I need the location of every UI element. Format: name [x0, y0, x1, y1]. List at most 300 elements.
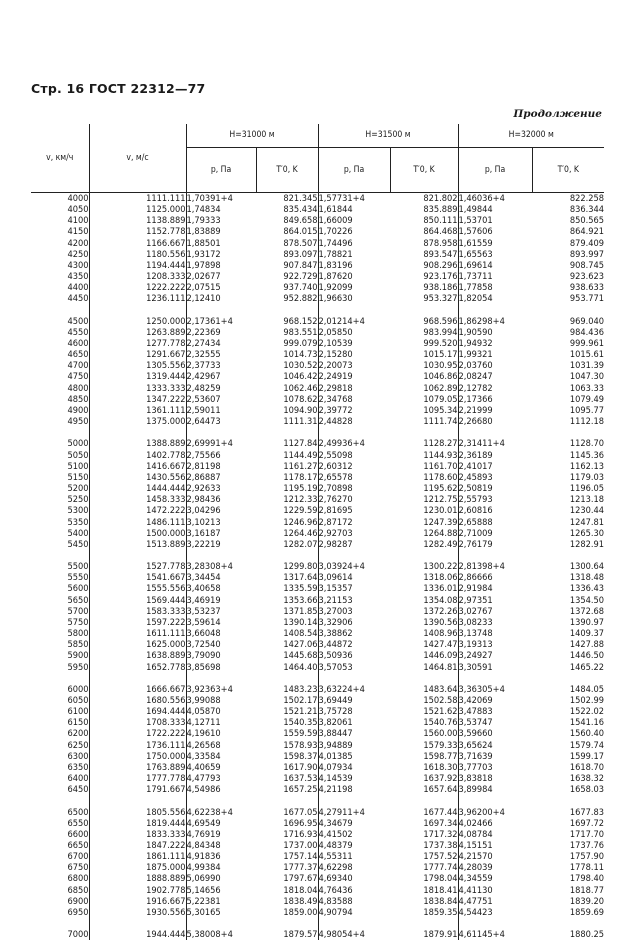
table-cell: 1458.333: [89, 494, 186, 505]
table-cell: 1777.778: [89, 773, 186, 784]
table-cell: 1500.000: [89, 528, 186, 539]
table-cell: 1152.778: [89, 226, 186, 237]
table-cell: 1178.60: [390, 472, 458, 483]
table-cell: 1819.444: [89, 818, 186, 829]
continuation-label: Продолжение: [513, 108, 602, 120]
table-cell: 2,69991+4: [186, 438, 256, 449]
table-cell: 1390.14: [256, 617, 318, 628]
atmosphere-table: [31, 124, 604, 940]
table-cell: 2,86887: [186, 472, 256, 483]
table-cell: 1805.556: [89, 807, 186, 818]
table-cell: 6600: [31, 829, 89, 840]
table-cell: 5200: [31, 483, 89, 494]
table-row: [31, 784, 604, 795]
table-cell: 2,70898: [318, 483, 390, 494]
table-cell: 4,69340: [318, 873, 390, 884]
table-row: [31, 271, 604, 282]
table-cell: 1,86298+4: [458, 316, 532, 327]
table-cell: 1521.62: [390, 706, 458, 717]
table-cell: 1,69614: [458, 260, 532, 271]
table-cell: 1559.59: [256, 728, 318, 739]
table-cell: 3,57053: [318, 662, 390, 673]
table-cell: 1094.90: [256, 405, 318, 416]
table-cell: 5800: [31, 628, 89, 639]
table-cell: 1194.444: [89, 260, 186, 271]
table-cell: 938.633: [532, 282, 604, 293]
table-cell: 1388.889: [89, 438, 186, 449]
table-cell: 2,45893: [458, 472, 532, 483]
table-cell: 1,74834: [186, 204, 256, 215]
table-cell: 1717.70: [532, 829, 604, 840]
table-cell: 1465.22: [532, 662, 604, 673]
table-cell: 4750: [31, 371, 89, 382]
table-cell: 1015.61: [532, 349, 604, 360]
table-cell: 1618.70: [532, 762, 604, 773]
table-cell: 1464.40: [256, 662, 318, 673]
table-cell: 1,97898: [186, 260, 256, 271]
table-row: [31, 282, 604, 293]
table-cell: 1618.30: [390, 762, 458, 773]
table-cell: 4,33584: [186, 751, 256, 762]
table-cell: 1737.76: [532, 840, 604, 851]
table-cell: 1879.91: [390, 929, 458, 940]
table-cell: 2,50819: [458, 483, 532, 494]
table-cell: 2,24919: [318, 371, 390, 382]
table-cell: 3,13748: [458, 628, 532, 639]
table-cell: 1371.85: [256, 606, 318, 617]
table-row: [31, 873, 604, 884]
table-cell: 1015.17: [390, 349, 458, 360]
table-cell: 908.296: [390, 260, 458, 271]
table-cell: 1,61559: [458, 238, 532, 249]
table-cell: 3,42069: [458, 695, 532, 706]
table-cell: 1,92099: [318, 282, 390, 293]
table-cell: 2,29818: [318, 383, 390, 394]
table-cell: 6500: [31, 807, 89, 818]
table-cell: 2,64473: [186, 416, 256, 427]
table-cell: 1541.16: [532, 717, 604, 728]
table-cell: 3,72540: [186, 639, 256, 650]
table-cell: 1502.99: [532, 695, 604, 706]
table-cell: 1079.49: [532, 394, 604, 405]
col-header-t-2: T′0, K: [390, 148, 458, 193]
table-cell: 3,34454: [186, 572, 256, 583]
table-cell: 1483.23: [256, 684, 318, 695]
table-cell: 4,19610: [186, 728, 256, 739]
table-cell: 893.547: [390, 249, 458, 260]
table-cell: 1,77858: [458, 282, 532, 293]
table-cell: 1213.18: [532, 494, 604, 505]
table-cell: 1291.667: [89, 349, 186, 360]
table-cell: 2,81695: [318, 505, 390, 516]
table-cell: 1247.81: [532, 517, 604, 528]
table-cell: 878.507: [256, 238, 318, 249]
table-cell: 1652.778: [89, 662, 186, 673]
table-cell: 1031.39: [532, 360, 604, 371]
table-cell: 893.997: [532, 249, 604, 260]
table-cell: 5250: [31, 494, 89, 505]
table-cell: 2,97351: [458, 595, 532, 606]
table-cell: 835.889: [390, 204, 458, 215]
table-cell: 2,55793: [458, 494, 532, 505]
table-cell: 1598.77: [390, 751, 458, 762]
table-cell: 3,82061: [318, 717, 390, 728]
table-cell: 4,47751: [458, 896, 532, 907]
table-cell: 1246.96: [256, 517, 318, 528]
table-cell: 878.958: [390, 238, 458, 249]
table-cell: 1697.72: [532, 818, 604, 829]
table-cell: 2,76270: [318, 494, 390, 505]
table-cell: 1375.000: [89, 416, 186, 427]
table-row: [31, 740, 604, 751]
table-cell: 6800: [31, 873, 89, 884]
table-cell: 2,76179: [458, 539, 532, 550]
table-cell: 2,26680: [458, 416, 532, 427]
table-cell: 4,21570: [458, 851, 532, 862]
table-cell: 5,38008+4: [186, 929, 256, 940]
table-cell: 2,60312: [318, 461, 390, 472]
table-cell: 3,99088: [186, 695, 256, 706]
group-spacer: [31, 305, 604, 316]
table-row: [31, 472, 604, 483]
table-cell: 5750: [31, 617, 89, 628]
table-cell: 1902.778: [89, 885, 186, 896]
table-cell: 1598.37: [256, 751, 318, 762]
table-cell: 1247.39: [390, 517, 458, 528]
table-cell: 1502.58: [390, 695, 458, 706]
table-cell: 4350: [31, 271, 89, 282]
table-cell: 5,22381: [186, 896, 256, 907]
table-cell: 1166.667: [89, 238, 186, 249]
table-cell: 1265.30: [532, 528, 604, 539]
table-cell: 1078.62: [256, 394, 318, 405]
table-cell: 1125.000: [89, 204, 186, 215]
table-cell: 4,05870: [186, 706, 256, 717]
table-cell: 1161.70: [390, 461, 458, 472]
table-cell: 1111.111: [89, 193, 186, 205]
table-cell: 4,90794: [318, 907, 390, 918]
table-cell: 5600: [31, 583, 89, 594]
table-row: [31, 773, 604, 784]
table-row: [31, 717, 604, 728]
table-cell: 968.152: [256, 316, 318, 327]
table-cell: 3,59614: [186, 617, 256, 628]
table-cell: 3,28308+4: [186, 561, 256, 572]
table-cell: 3,21153: [318, 595, 390, 606]
table-cell: 923.623: [532, 271, 604, 282]
table-cell: 2,87172: [318, 517, 390, 528]
table-cell: 1,79333: [186, 215, 256, 226]
table-cell: 1527.778: [89, 561, 186, 572]
table-cell: 4,62298: [318, 862, 390, 873]
table-cell: 3,47883: [458, 706, 532, 717]
table-row: [31, 517, 604, 528]
table-cell: 3,44872: [318, 639, 390, 650]
table-cell: 4,15151: [458, 840, 532, 851]
table-cell: 1317.64: [256, 572, 318, 583]
table-cell: 5500: [31, 561, 89, 572]
table-row: [31, 316, 604, 327]
table-cell: 1408.54: [256, 628, 318, 639]
table-row: [31, 572, 604, 583]
table-cell: 6750: [31, 862, 89, 873]
table-cell: 2,41017: [458, 461, 532, 472]
table-cell: 5450: [31, 539, 89, 550]
table-cell: 2,31411+4: [458, 438, 532, 449]
table-cell: 2,27434: [186, 338, 256, 349]
table-cell: 1750.000: [89, 751, 186, 762]
group-spacer: [31, 795, 604, 806]
table-cell: 2,42967: [186, 371, 256, 382]
table-cell: 3,24927: [458, 650, 532, 661]
table-row: [31, 561, 604, 572]
table-cell: 3,04296: [186, 505, 256, 516]
table-cell: 6950: [31, 907, 89, 918]
table-cell: 893.097: [256, 249, 318, 260]
table-cell: 1,99321: [458, 349, 532, 360]
table-cell: 6900: [31, 896, 89, 907]
table-cell: 3,02767: [458, 606, 532, 617]
table-cell: 1916.667: [89, 896, 186, 907]
table-cell: 1486.111: [89, 517, 186, 528]
table-cell: 1,46036+4: [458, 193, 532, 205]
table-row: [31, 885, 604, 896]
table-row: [31, 505, 604, 516]
table-cell: 6300: [31, 751, 89, 762]
table-cell: 5,14656: [186, 885, 256, 896]
table-cell: 1318.48: [532, 572, 604, 583]
col-header-t-1: T′0, K: [256, 148, 318, 193]
table-cell: 5400: [31, 528, 89, 539]
table-cell: 2,20073: [318, 360, 390, 371]
table-cell: 2,22369: [186, 327, 256, 338]
table-cell: 4100: [31, 215, 89, 226]
table-cell: 1,57731+4: [318, 193, 390, 205]
table-cell: 2,17361+4: [186, 316, 256, 327]
table-cell: 1,73711: [458, 271, 532, 282]
table-cell: 1347.222: [89, 394, 186, 405]
table-row: [31, 807, 604, 818]
table-cell: 1569.444: [89, 595, 186, 606]
table-cell: 1333.333: [89, 383, 186, 394]
table-cell: 1472.222: [89, 505, 186, 516]
table-cell: 1736.111: [89, 740, 186, 751]
table-cell: 3,08233: [458, 617, 532, 628]
table-cell: 6350: [31, 762, 89, 773]
table-cell: 2,48259: [186, 383, 256, 394]
table-cell: 2,39772: [318, 405, 390, 416]
table-cell: 1778.11: [532, 862, 604, 873]
table-cell: 4,07934: [318, 762, 390, 773]
table-cell: 4450: [31, 293, 89, 304]
table-row: [31, 617, 604, 628]
table-row: [31, 583, 604, 594]
table-cell: 969.040: [532, 316, 604, 327]
col-header-p-1: p, Па: [186, 148, 256, 193]
table-cell: 1677.44: [390, 807, 458, 818]
table-cell: 1798.40: [532, 873, 604, 884]
table-cell: 1264.46: [256, 528, 318, 539]
table-cell: 4,62238+4: [186, 807, 256, 818]
table-cell: 1818.77: [532, 885, 604, 896]
table-cell: 1,65563: [458, 249, 532, 260]
table-cell: 4,54986: [186, 784, 256, 795]
table-cell: 1708.333: [89, 717, 186, 728]
group-spacer: [31, 427, 604, 438]
table-cell: 953.771: [532, 293, 604, 304]
table-cell: 953.327: [390, 293, 458, 304]
table-cell: 4300: [31, 260, 89, 271]
table-cell: 1777.74: [390, 862, 458, 873]
table-cell: 2,12410: [186, 293, 256, 304]
table-cell: 983.551: [256, 327, 318, 338]
table-row: [31, 483, 604, 494]
table-cell: 2,86666: [458, 572, 532, 583]
table-cell: 3,53747: [458, 717, 532, 728]
table-cell: 1697.34: [390, 818, 458, 829]
table-cell: 1046.86: [390, 371, 458, 382]
table-cell: 1797.67: [256, 873, 318, 884]
table-cell: 1599.17: [532, 751, 604, 762]
table-cell: 2,44828: [318, 416, 390, 427]
table-cell: 1299.80: [256, 561, 318, 572]
table-cell: 1880.25: [532, 929, 604, 940]
table-cell: 1,83889: [186, 226, 256, 237]
table-cell: 3,50936: [318, 650, 390, 661]
col-header-v-kmh: v, км/ч: [31, 124, 89, 193]
col-header-v-ms: v, м/с: [89, 124, 186, 193]
table-row: [31, 349, 604, 360]
table-cell: 3,15357: [318, 583, 390, 594]
table-cell: 5650: [31, 595, 89, 606]
table-cell: 6050: [31, 695, 89, 706]
table-cell: 1361.111: [89, 405, 186, 416]
table-cell: 1677.83: [532, 807, 604, 818]
table-cell: 1579.74: [532, 740, 604, 751]
table-cell: 1402.778: [89, 450, 186, 461]
table-cell: 6400: [31, 773, 89, 784]
table-cell: 1658.03: [532, 784, 604, 795]
col-header-h2: H=31500 м: [318, 124, 458, 148]
table-cell: 1014.73: [256, 349, 318, 360]
table-row: [31, 695, 604, 706]
table-cell: 2,71009: [458, 528, 532, 539]
table-row: [31, 595, 604, 606]
table-row: [31, 818, 604, 829]
table-cell: 4500: [31, 316, 89, 327]
table-cell: 2,34768: [318, 394, 390, 405]
table-cell: 1464.81: [390, 662, 458, 673]
table-cell: 1818.41: [390, 885, 458, 896]
table-cell: 1212.75: [390, 494, 458, 505]
table-cell: 2,91984: [458, 583, 532, 594]
table-cell: 6550: [31, 818, 89, 829]
table-cell: 4800: [31, 383, 89, 394]
table-cell: 3,36305+4: [458, 684, 532, 695]
page-header: Стр. 16 ГОСТ 22312—77: [31, 81, 205, 96]
table-cell: 3,66048: [186, 628, 256, 639]
table-cell: 1,82054: [458, 293, 532, 304]
table-cell: 1128.27: [390, 438, 458, 449]
table-cell: 1336.01: [390, 583, 458, 594]
table-row: [31, 862, 604, 873]
table-cell: 1354.08: [390, 595, 458, 606]
table-cell: 1390.97: [532, 617, 604, 628]
table-cell: 1,90590: [458, 327, 532, 338]
table-cell: 3,79090: [186, 650, 256, 661]
table-cell: 2,17366: [458, 394, 532, 405]
table-body: [31, 193, 604, 940]
table-cell: 1638.889: [89, 650, 186, 661]
table-cell: 1282.07: [256, 539, 318, 550]
table-cell: 1282.91: [532, 539, 604, 550]
table-row: [31, 751, 604, 762]
table-cell: 1111.31: [256, 416, 318, 427]
table-row: [31, 684, 604, 695]
table-row: [31, 829, 604, 840]
table-cell: 1095.34: [390, 405, 458, 416]
table-cell: 4400: [31, 282, 89, 293]
table-cell: 1861.111: [89, 851, 186, 862]
table-cell: 2,65578: [318, 472, 390, 483]
table-row: [31, 639, 604, 650]
table-cell: 3,27003: [318, 606, 390, 617]
table-cell: 2,65888: [458, 517, 532, 528]
table-cell: 1,49844: [458, 204, 532, 215]
table-cell: 1145.36: [532, 450, 604, 461]
table-cell: 1722.222: [89, 728, 186, 739]
table-cell: 1446.50: [532, 650, 604, 661]
table-cell: 4,84348: [186, 840, 256, 851]
table-cell: 1859.00: [256, 907, 318, 918]
table-row: [31, 193, 604, 205]
table-row: [31, 628, 604, 639]
table-cell: 2,60816: [458, 505, 532, 516]
table-cell: 2,15280: [318, 349, 390, 360]
table-cell: 1521.21: [256, 706, 318, 717]
table-cell: 4,55311: [318, 851, 390, 862]
table-cell: 1637.92: [390, 773, 458, 784]
table-cell: 879.409: [532, 238, 604, 249]
table-cell: 4550: [31, 327, 89, 338]
table-cell: 1030.95: [390, 360, 458, 371]
table-cell: 1716.93: [256, 829, 318, 840]
col-header-p-2: p, Па: [318, 148, 390, 193]
table-row: [31, 851, 604, 862]
table-cell: 4,27911+4: [318, 807, 390, 818]
table-cell: 1445.68: [256, 650, 318, 661]
table-cell: 1212.33: [256, 494, 318, 505]
table-cell: 836.344: [532, 204, 604, 215]
table-cell: 1555.556: [89, 583, 186, 594]
table-cell: 3,83818: [458, 773, 532, 784]
table-cell: 1,88501: [186, 238, 256, 249]
table-cell: 2,55098: [318, 450, 390, 461]
table-cell: 1030.52: [256, 360, 318, 371]
table-cell: 1162.13: [532, 461, 604, 472]
table-row: [31, 662, 604, 673]
table-cell: 3,40658: [186, 583, 256, 594]
table-cell: 1444.444: [89, 483, 186, 494]
table-row: [31, 238, 604, 249]
table-cell: 2,05850: [318, 327, 390, 338]
table-cell: 1372.26: [390, 606, 458, 617]
table-cell: 1062.89: [390, 383, 458, 394]
table-cell: 4,34679: [318, 818, 390, 829]
table-cell: 5950: [31, 662, 89, 673]
table-cell: 864.468: [390, 226, 458, 237]
table-cell: 1859.69: [532, 907, 604, 918]
